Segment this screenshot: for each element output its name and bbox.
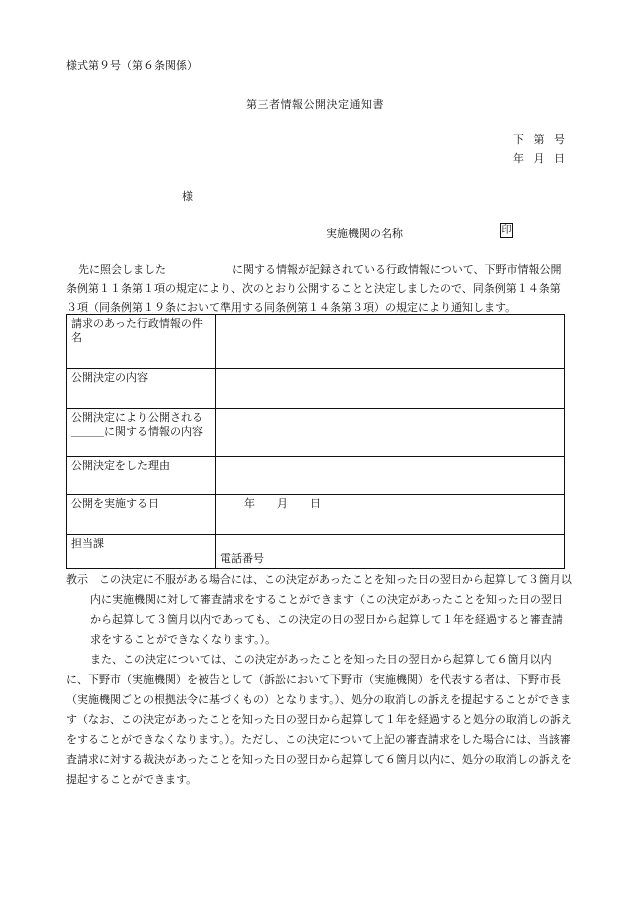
reason-value xyxy=(216,457,565,495)
form-number: 様式第９号（第６条関係） xyxy=(66,59,198,72)
decision-content-value xyxy=(216,369,565,409)
seal-mark: 印 xyxy=(501,225,512,236)
reason-label: 公開決定をした理由 xyxy=(67,457,216,495)
table-row xyxy=(67,457,565,495)
disclosure-date-value: 年 月 日 xyxy=(216,495,565,535)
table-row xyxy=(67,535,565,569)
department-label: 担当課 xyxy=(67,535,216,569)
document-number: 下 第 号 xyxy=(513,133,568,146)
subject-value xyxy=(216,315,565,369)
decision-table xyxy=(66,314,565,569)
addressee-suffix: 様 xyxy=(182,190,193,203)
table-row xyxy=(67,409,565,457)
instruction-notice xyxy=(66,570,572,790)
document-title: 第三者情報公開決定通知書 xyxy=(246,98,384,111)
disclosed-info-label: 公開決定により公開される＿＿＿に関する情報の内容 xyxy=(67,409,216,457)
table-row xyxy=(67,495,565,535)
subject-label: 請求のあった行政情報の件名 xyxy=(67,315,216,369)
notice-paragraph-1: 教示 この決定に不服がある場合には、この決定があったことを知った日の翌日から起算して３箇月以内に実施機関に対して審査請求をすることができます（この決定があったことを知った日の翌日から起算して３箇月以内であっても、この決定の日の翌日から起算して１年を経過すると審査請求をすることができなくなります。）。 xyxy=(66,573,572,646)
decision-content-label: 公開決定の内容 xyxy=(67,369,216,409)
disclosed-info-value xyxy=(216,409,565,457)
notice-paragraph-2: また、この決定については、この決定があったことを知った日の翌日から起算して６箇月以内に、下野市（実施機関）を被告として（訴訟において下野市（実施機関）を代表する者は、下野市長（実施機関ごとの根拠法令に基づくもの）となります。）、処分の取消しの訴えを提起することができます（なお、この決定があったことを知った日の翌日から起算して１年を経過すると処分の取消しの訴えをすることができなくなります。）。ただし、この決定について上記の審査請求をした場合には、当該審査請求に対する裁決があったことを知った日の翌日から起算して６箇月以内に、処分の取消しの訴えを提起することができます。 xyxy=(66,653,572,786)
document-date: 年 月 日 xyxy=(513,152,568,165)
table-row xyxy=(67,315,565,369)
disclosure-date-label: 公開を実施する日 xyxy=(67,495,216,535)
table-row xyxy=(67,369,565,409)
phone-number-label: 電話番号 xyxy=(216,535,565,569)
agency-name-label: 実施機関の名称 xyxy=(326,227,403,240)
notification-body: 先に照会しました に関する情報が記録されている行政情報について、下野市情報公開条例第１１条第１項の規定により、次のとおり公開することと決定しましたので、同条例第１４条第３項（同条例第１９条において準用する同条例第１４条第３項）の規定により通知します。 xyxy=(66,263,562,314)
